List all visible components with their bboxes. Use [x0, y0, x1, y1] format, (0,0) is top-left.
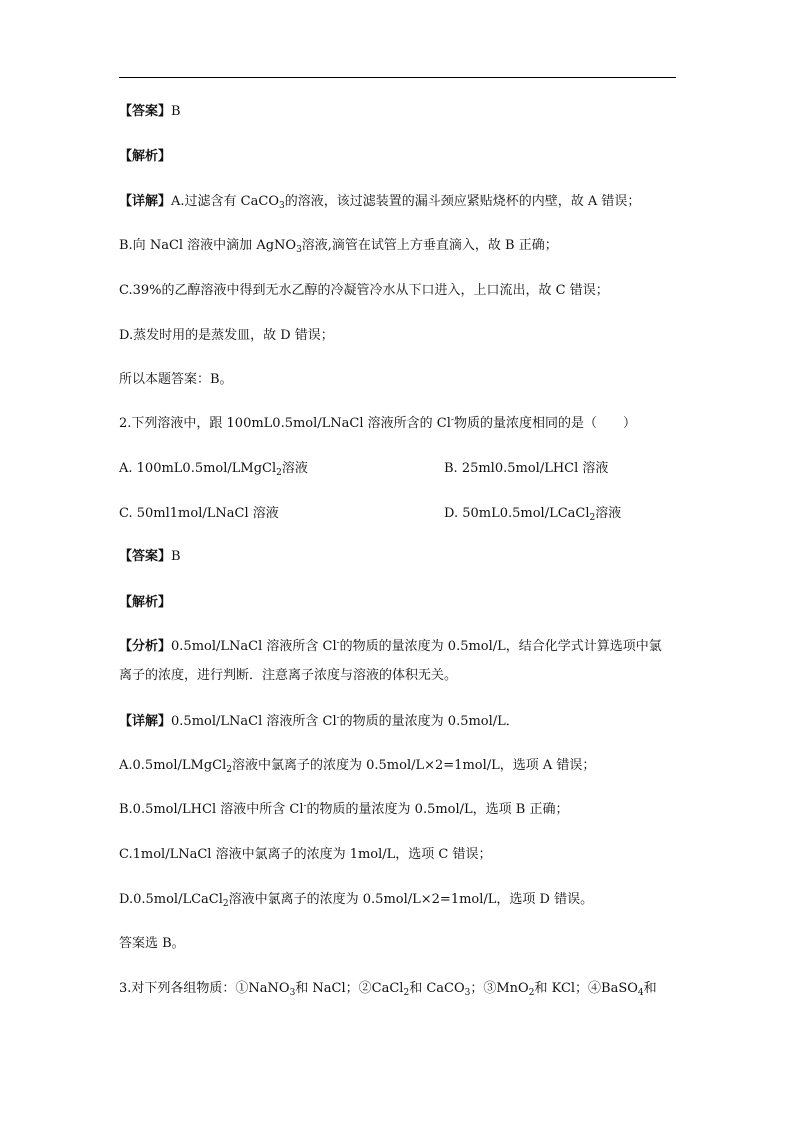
options-row-1 [119, 460, 679, 478]
conclusion-q1: 所以本题答案：B。 [119, 372, 233, 387]
answer-line-q2 [119, 548, 181, 566]
detail-d-text-2: 溶液中氯离子的浓度为 0.5mol/L×2=1mol/L，选项 D 错误。 [228, 892, 594, 907]
detail-c-line-q1: C.39%的乙醇溶液中得到无水乙醇的冷凝管冷水从下口进入，上口流出，故 C 错误； [119, 283, 609, 298]
header-rule [119, 77, 676, 78]
answer-value: B [171, 104, 181, 119]
option-d-text-2: 溶液 [595, 506, 622, 521]
fenxi-text: 0.5mol/LNaCl 溶液所含 Cl [171, 639, 337, 654]
detail-tag: 【详解】 [119, 714, 172, 729]
detail-b-line-q1 [119, 237, 558, 255]
answer-line-q1 [119, 103, 181, 121]
stem-text: 2.下列溶液中，跟 100mL0.5mol/LNaCl 溶液所含的 Cl [119, 416, 451, 431]
option-d [444, 505, 621, 523]
q3-text-6: 和 [643, 981, 657, 996]
detail-line-q2 [119, 713, 519, 731]
options-row-2 [119, 505, 679, 523]
option-a-text-2: 溶液 [281, 461, 308, 476]
detail-tag: 【详解】 [119, 194, 172, 209]
detail-d-text: D.0.5mol/LCaCl [119, 892, 223, 907]
question-3-stem [119, 980, 657, 998]
detail-b-text: B.0.5mol/LHCl 溶液中所含 Cl [119, 802, 304, 817]
subscript: 2 [528, 988, 535, 998]
analysis-tag: 【解析】 [119, 149, 172, 164]
q3-text-5: 和 KCl；④BaSO [534, 981, 638, 996]
subscript: 2 [403, 988, 410, 998]
detail-a-line-q1 [119, 193, 640, 211]
fenxi-text-2: 的物质的量浓度为 0.5mol/L，结合化学式计算选项中氯 [339, 639, 662, 654]
fenxi-line-1 [119, 638, 662, 656]
q3-text-2: 和 NaCl；②CaCl [295, 981, 404, 996]
subscript: 3 [289, 988, 296, 998]
subscript: 3 [296, 245, 302, 255]
detail-c-line-q2: C.1mol/LNaCl 溶液中氯离子的浓度为 1mol/L，选项 C 错误； [119, 847, 492, 862]
detail-b-text: B.向 NaCl 溶液中滴加 AgNO [119, 238, 297, 253]
detail-a-line-q2 [119, 757, 595, 775]
detail-b-line-q2 [119, 801, 569, 819]
detail-a-text-2: 的溶液，该过滤装置的漏斗颈应紧贴烧杯的内壁，故 A 错误； [284, 194, 641, 209]
final-answer-q2: 答案选 B。 [119, 936, 185, 951]
analysis-heading-q1 [119, 148, 171, 166]
detail-text: 0.5mol/LNaCl 溶液所含 Cl [171, 714, 337, 729]
superscript: - [303, 801, 307, 811]
fenxi-line-2: 离子的浓度，进行判断．注意离子浓度与溶液的体积无关。 [119, 668, 458, 683]
superscript: - [336, 713, 340, 723]
q3-text-1: 3.对下列各组物质：①NaNO [119, 981, 290, 996]
option-a-text: A. 100mL0.5mol/LMgCl [119, 461, 277, 476]
option-b: B. 25ml0.5mol/LHCl 溶液 [444, 461, 609, 476]
subscript: 2 [276, 468, 282, 478]
option-c: C. 50ml1mol/LNaCl 溶液 [119, 506, 279, 521]
detail-b-text-2: 溶液,滴管在试管上方垂直滴入，故 B 正确； [301, 238, 558, 253]
question-2-stem [119, 415, 636, 433]
q3-text-3: 和 CaCO [409, 981, 465, 996]
subscript: 3 [278, 201, 285, 211]
subscript: 4 [637, 988, 644, 998]
subscript: 3 [464, 988, 471, 998]
q3-text-4: ；③MnO [470, 981, 529, 996]
analysis-tag: 【解析】 [119, 595, 172, 610]
option-a [119, 461, 308, 476]
superscript: - [450, 415, 454, 425]
analysis-heading-q2 [119, 594, 171, 612]
answer-tag: 【答案】 [119, 104, 172, 119]
detail-a-text-2: 溶液中氯离子的浓度为 0.5mol/L×2=1mol/L，选项 A 错误； [232, 758, 596, 773]
detail-a-text: A.0.5mol/LMgCl [119, 758, 227, 773]
detail-b-text-2: 的物质的量浓度为 0.5mol/L，选项 B 正确； [306, 802, 569, 817]
answer-tag: 【答案】 [119, 549, 172, 564]
subscript: 2 [226, 765, 232, 775]
detail-d-line-q1: D.蒸发时用的是蒸发皿，故 D 错误； [119, 328, 334, 343]
detail-d-line-q2 [119, 891, 593, 909]
detail-text-2: 的物质的量浓度为 0.5mol/L． [339, 714, 519, 729]
detail-a-text: A.过滤含有 CaCO [171, 194, 279, 209]
fenxi-tag: 【分析】 [119, 639, 172, 654]
option-d-text: D. 50mL0.5mol/LCaCl [444, 506, 590, 521]
superscript: - [336, 638, 340, 648]
subscript: 2 [589, 513, 596, 523]
answer-value: B [171, 549, 181, 564]
subscript: 2 [222, 899, 229, 909]
stem-text-2: 物质的量浓度相同的是（ ） [453, 416, 636, 431]
